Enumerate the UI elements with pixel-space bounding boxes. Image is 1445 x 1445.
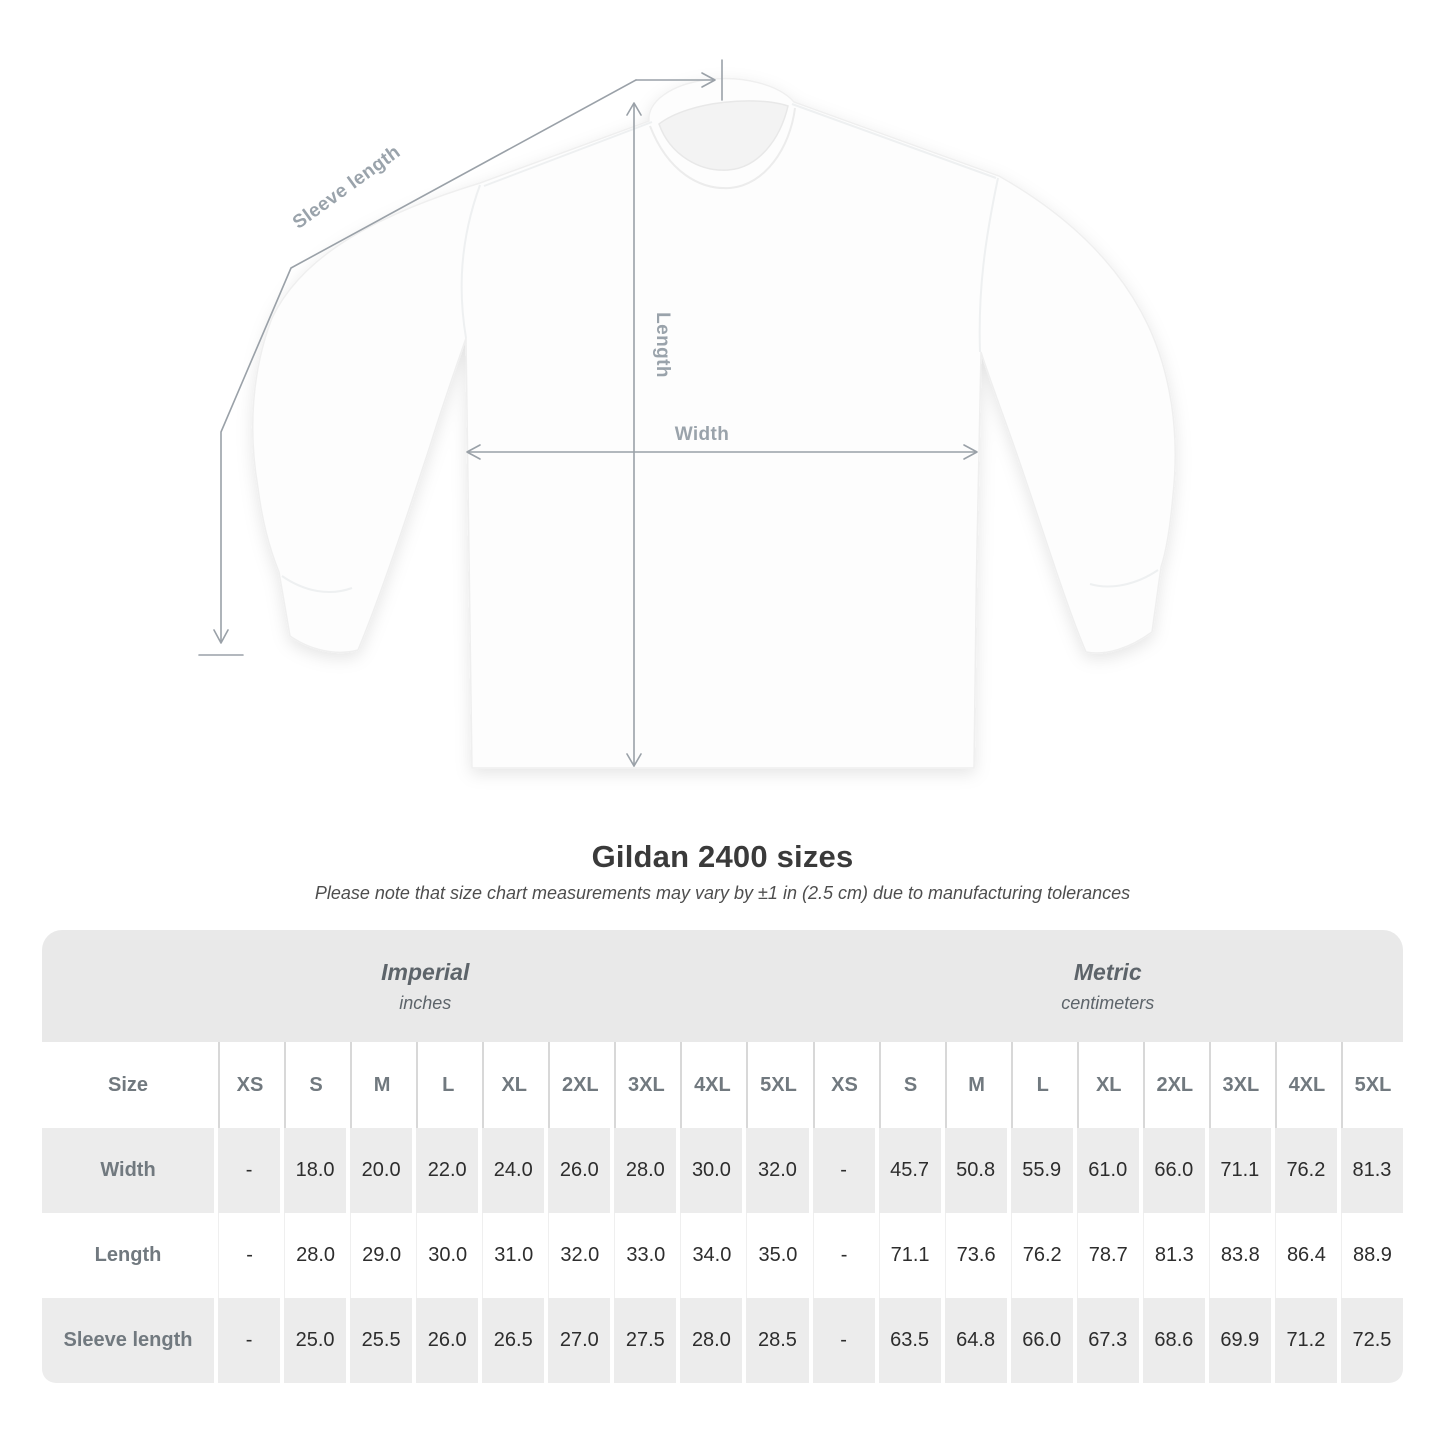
value-cell: 86.4 xyxy=(1275,1213,1337,1298)
value-cell: 73.6 xyxy=(945,1213,1007,1298)
size-header-cell: XS xyxy=(813,1042,875,1128)
value-cell: 67.3 xyxy=(1077,1298,1139,1383)
value-cell: 29.0 xyxy=(350,1213,412,1298)
value-cell: 81.3 xyxy=(1341,1128,1403,1213)
value-cell: 27.0 xyxy=(548,1298,610,1383)
value-cell: 81.3 xyxy=(1143,1213,1205,1298)
value-cell: - xyxy=(218,1128,280,1213)
value-cell: 28.0 xyxy=(284,1213,346,1298)
value-cell: 50.8 xyxy=(945,1128,1007,1213)
sleeve-length-label: Sleeve length xyxy=(288,141,405,234)
value-cell: 30.0 xyxy=(680,1128,742,1213)
value-cell: 20.0 xyxy=(350,1128,412,1213)
value-cell: 31.0 xyxy=(482,1213,544,1298)
value-cell: 83.8 xyxy=(1209,1213,1271,1298)
value-cell: 68.6 xyxy=(1143,1298,1205,1383)
size-header-row xyxy=(42,1042,1403,1128)
value-cell: 28.5 xyxy=(746,1298,808,1383)
metric-group-label: Metric xyxy=(1073,958,1142,985)
value-cell: 45.7 xyxy=(879,1128,941,1213)
size-header-cell: 4XL xyxy=(1275,1042,1337,1128)
imperial-group-unit: inches xyxy=(399,992,452,1013)
value-cell: 34.0 xyxy=(680,1213,742,1298)
size-header-cell: M xyxy=(350,1042,412,1128)
value-cell: 27.5 xyxy=(614,1298,676,1383)
row-label: Width xyxy=(42,1128,214,1213)
value-cell: - xyxy=(813,1128,875,1213)
length-label: Length xyxy=(652,312,673,378)
value-cell: 22.0 xyxy=(416,1128,478,1213)
size-header-cell: 5XL xyxy=(746,1042,808,1128)
value-cell: 32.0 xyxy=(548,1213,610,1298)
value-cell: - xyxy=(218,1213,280,1298)
row-label: Sleeve length xyxy=(42,1298,214,1383)
size-header-cell: L xyxy=(416,1042,478,1128)
value-cell: 76.2 xyxy=(1275,1128,1337,1213)
value-cell: 61.0 xyxy=(1077,1128,1139,1213)
value-cell: 25.5 xyxy=(350,1298,412,1383)
table-row xyxy=(42,1298,1403,1383)
value-cell: 66.0 xyxy=(1143,1128,1205,1213)
value-cell: 72.5 xyxy=(1341,1298,1403,1383)
value-cell: - xyxy=(813,1213,875,1298)
value-cell: 24.0 xyxy=(482,1128,544,1213)
value-cell: 76.2 xyxy=(1011,1213,1073,1298)
page-title: Gildan 2400 sizes xyxy=(591,839,854,874)
value-cell: 78.7 xyxy=(1077,1213,1139,1298)
tolerance-note: Please note that size chart measurements may vary by ±1 in (2.5 cm) due to manufacturing tolerances xyxy=(314,883,1131,903)
unit-group-band xyxy=(42,930,1403,1042)
value-cell: 66.0 xyxy=(1011,1298,1073,1383)
width-label: Width xyxy=(674,424,730,445)
size-header-cell: XL xyxy=(1077,1042,1139,1128)
value-cell: - xyxy=(218,1298,280,1383)
size-header-cell: 2XL xyxy=(548,1042,610,1128)
row-label: Length xyxy=(42,1213,214,1298)
size-header-cell: 5XL xyxy=(1341,1042,1403,1128)
value-cell: 63.5 xyxy=(879,1298,941,1383)
value-cell: 88.9 xyxy=(1341,1213,1403,1298)
value-cell: 26.0 xyxy=(416,1298,478,1383)
value-cell: 26.0 xyxy=(548,1128,610,1213)
value-cell: 35.0 xyxy=(746,1213,808,1298)
value-cell: 64.8 xyxy=(945,1298,1007,1383)
size-header-cell: S xyxy=(879,1042,941,1128)
size-column-header: Size xyxy=(42,1042,214,1128)
size-header-cell: XS xyxy=(218,1042,280,1128)
table-row xyxy=(42,1128,1403,1213)
value-cell: 30.0 xyxy=(416,1213,478,1298)
size-header-cell: L xyxy=(1011,1042,1073,1128)
value-cell: 18.0 xyxy=(284,1128,346,1213)
value-cell: 69.9 xyxy=(1209,1298,1271,1383)
value-cell: 28.0 xyxy=(680,1298,742,1383)
value-cell: 32.0 xyxy=(746,1128,808,1213)
metric-group-header xyxy=(813,930,1404,1042)
size-header-cell: 3XL xyxy=(614,1042,676,1128)
size-header-cell: 3XL xyxy=(1209,1042,1271,1128)
size-header-cell: XL xyxy=(482,1042,544,1128)
value-cell: 28.0 xyxy=(614,1128,676,1213)
imperial-group-header xyxy=(42,930,809,1042)
size-table xyxy=(42,930,1403,1383)
value-cell: 25.0 xyxy=(284,1298,346,1383)
table-row xyxy=(42,1213,1403,1298)
size-header-cell: M xyxy=(945,1042,1007,1128)
value-cell: 71.1 xyxy=(1209,1128,1271,1213)
value-cell: 55.9 xyxy=(1011,1128,1073,1213)
size-header-cell: S xyxy=(284,1042,346,1128)
value-cell: 71.1 xyxy=(879,1213,941,1298)
size-header-cell: 4XL xyxy=(680,1042,742,1128)
value-cell: - xyxy=(813,1298,875,1383)
metric-group-unit: centimeters xyxy=(1061,992,1155,1013)
size-table-rows xyxy=(42,1042,1403,1383)
value-cell: 33.0 xyxy=(614,1213,676,1298)
size-header-cell: 2XL xyxy=(1143,1042,1205,1128)
value-cell: 71.2 xyxy=(1275,1298,1337,1383)
value-cell: 26.5 xyxy=(482,1298,544,1383)
imperial-group-label: Imperial xyxy=(381,958,470,985)
